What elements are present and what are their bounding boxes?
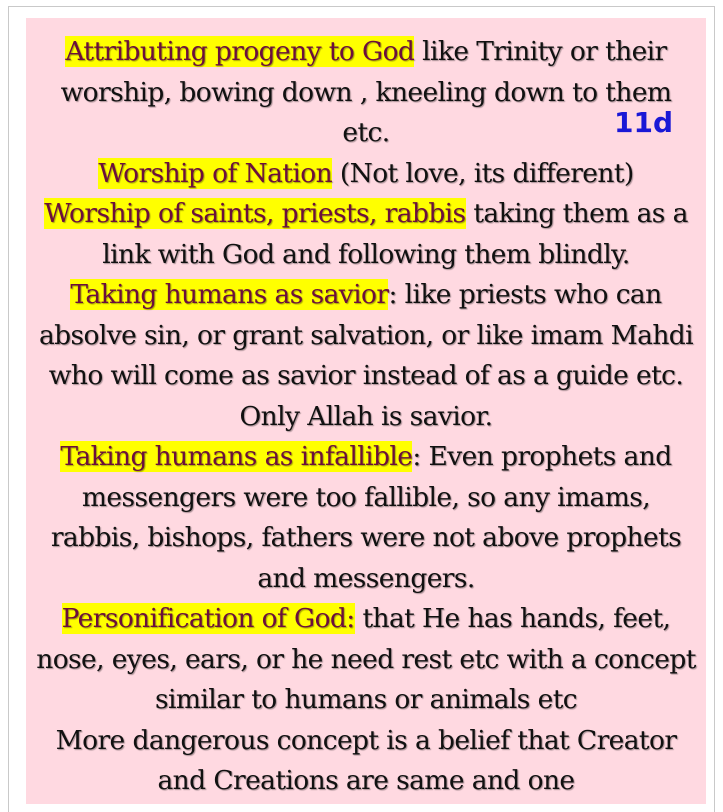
slide-number-label: 11d <box>614 106 674 139</box>
paragraph-nation <box>26 154 706 195</box>
highlight-progeny: Attributing progeny to God <box>65 36 415 67</box>
text-saints: taking them as a link with God and following them blindly. <box>102 198 688 270</box>
paragraph-progeny <box>26 32 706 154</box>
slide-panel <box>26 18 706 804</box>
paragraph-creator <box>26 721 706 802</box>
paragraph-savior <box>26 275 706 437</box>
text-progeny: like Trinity or their worship, bowing down , kneeling down to them etc. <box>60 36 672 148</box>
text-infallible: : Even prophets and messengers were too fallible, so any imams, rabbis, bishops, fathers were not above prophets and messengers. <box>50 441 682 594</box>
text-savior: : like priests who can absolve sin, or grant salvation, or like imam Mahdi who will come as savior instead of as a guide etc. Only Allah is savior. <box>38 279 694 432</box>
paragraph-personification <box>26 599 706 721</box>
highlight-infallible: Taking humans as infallible <box>60 441 413 472</box>
text-nation: (Not love, its different) <box>332 157 634 189</box>
window-frame-right <box>714 6 715 812</box>
slide-content <box>26 32 706 802</box>
highlight-personification: Personification of God: <box>61 603 355 634</box>
highlight-saints: Worship of saints, priests, rabbis <box>44 198 466 229</box>
text-personification: that He has hands, feet, nose, eyes, ears, or he need rest etc with a concept similar to humans or animals etc <box>36 603 696 715</box>
window-frame-top <box>8 6 715 7</box>
highlight-nation: Worship of Nation <box>98 157 333 189</box>
text-creator: More dangerous concept is a belief that Creator and Creations are same and one <box>55 724 677 796</box>
paragraph-saints <box>26 194 706 275</box>
window-frame-left <box>8 6 9 812</box>
highlight-savior: Taking humans as savior <box>70 279 389 310</box>
paragraph-infallible <box>26 437 706 599</box>
